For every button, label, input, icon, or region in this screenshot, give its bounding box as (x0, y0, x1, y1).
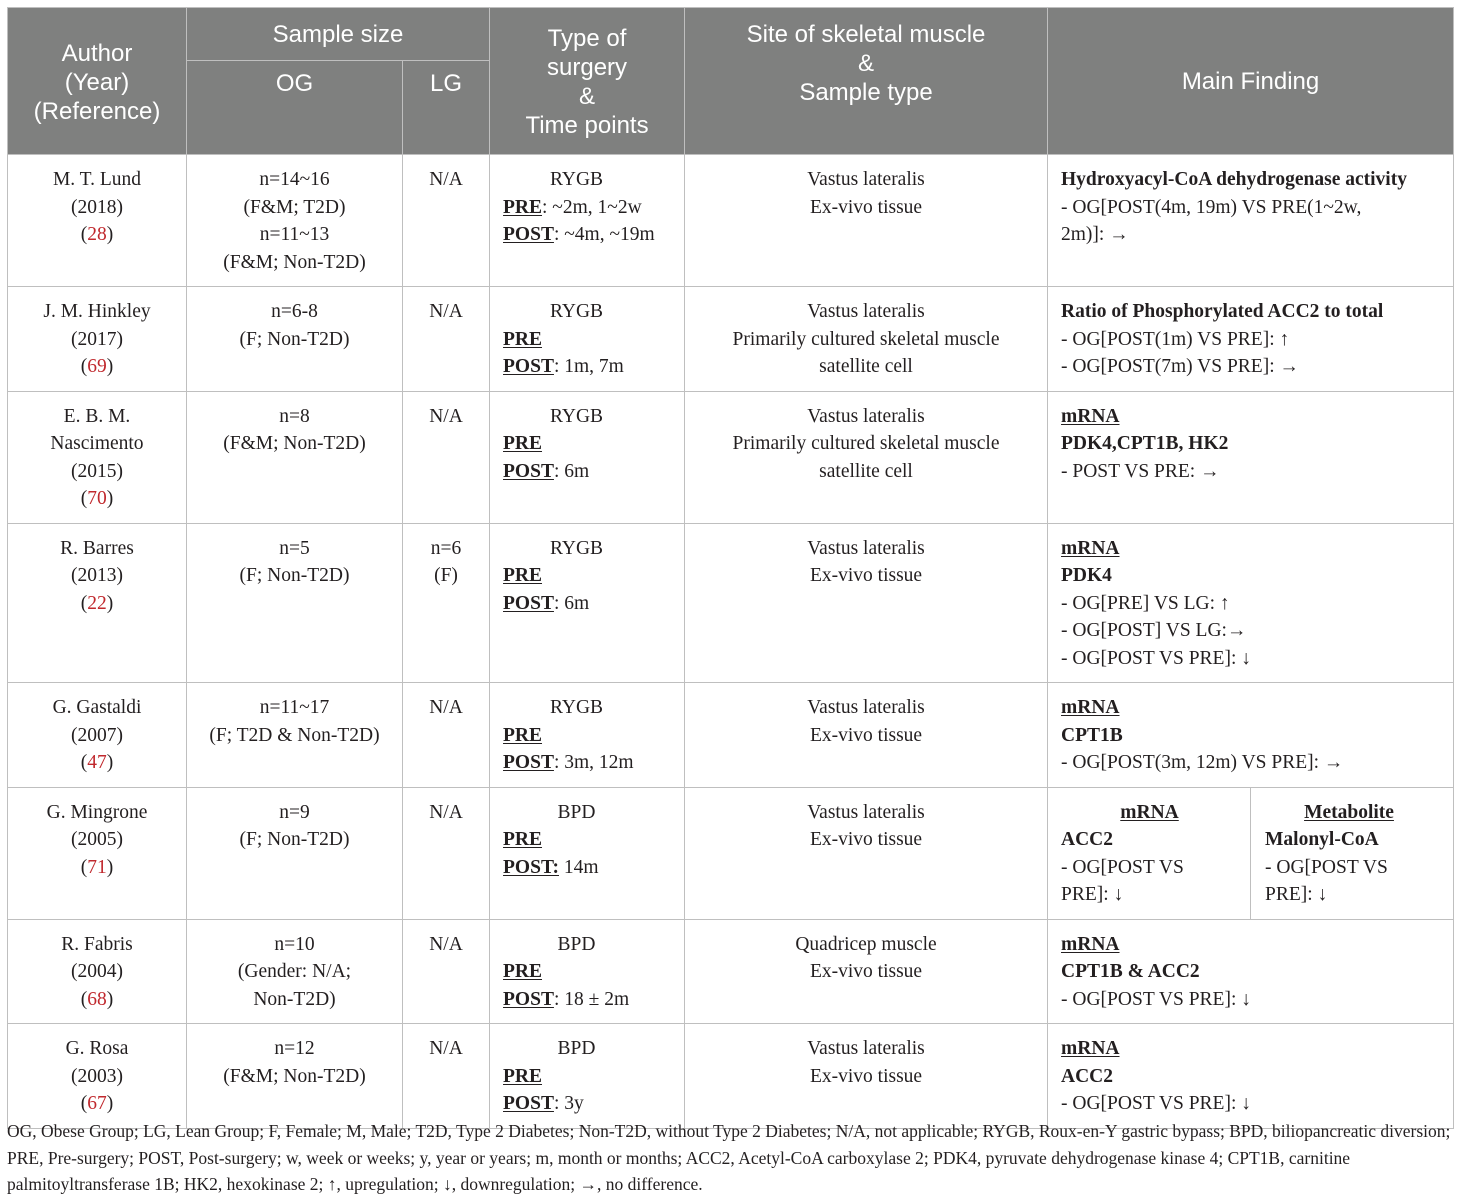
lg-sample-line: N/A (429, 933, 463, 955)
og-sample-line: Non-T2D) (253, 988, 336, 1010)
surgery-cell (490, 287, 685, 392)
site-line: Vastus lateralis (807, 1038, 925, 1059)
reference: (47) (80, 752, 114, 773)
site-line: Ex-vivo tissue (809, 565, 923, 586)
pre-label: PRE (503, 724, 543, 746)
surgery-type: RYGB (549, 301, 604, 322)
site-line: satellite cell (819, 356, 913, 377)
finding-kind: mRNA (1120, 801, 1179, 823)
author-year: (2015) (71, 460, 123, 482)
post-timepoint (503, 458, 676, 486)
post-timepoint (503, 749, 676, 777)
og-sample-line: n=14~16 (259, 169, 330, 190)
finding-kind: Metabolite (1304, 801, 1394, 823)
og-sample-line: n=5 (279, 537, 310, 559)
post-timepoint (503, 854, 676, 882)
site-cell (685, 787, 1048, 919)
post-timepoint (503, 353, 676, 381)
table-row (8, 391, 1454, 523)
header-author: Author (Year) (Reference) (8, 8, 187, 155)
reference: (70) (80, 488, 114, 509)
site-cell (685, 683, 1048, 788)
author-name-cont: Nascimento (50, 433, 144, 454)
table-row (8, 919, 1454, 1024)
finding-line: PRE]: ↓ (1061, 884, 1124, 905)
finding-cell (1048, 391, 1454, 523)
reference: (28) (80, 224, 114, 245)
lg-sample-cell (403, 391, 490, 523)
lg-sample-cell (403, 523, 490, 683)
lg-sample-line: (F) (434, 565, 458, 586)
author-cell (8, 155, 187, 287)
lg-sample-cell (403, 287, 490, 392)
header-lg: LG (403, 61, 490, 155)
post-timepoint (503, 221, 676, 249)
og-sample-line: (F&M; Non-T2D) (223, 1065, 366, 1087)
og-sample-line: (F; Non-T2D) (239, 328, 350, 350)
surgery-cell (490, 683, 685, 788)
finding-kind: mRNA (1061, 1038, 1120, 1059)
site-line: Quadricep muscle (795, 933, 937, 955)
post-value: : 1m, 7m (553, 356, 624, 377)
finding-line: - OG[POST] VS LG:→ (1061, 620, 1247, 641)
og-sample-cell (187, 1024, 403, 1129)
lg-sample-cell (403, 787, 490, 919)
og-sample-line: n=9 (279, 801, 310, 823)
finding-line: - OG[POST VS PRE]: ↓ (1061, 988, 1251, 1010)
post-label: POST: (503, 856, 559, 878)
author-year: (2018) (71, 196, 123, 218)
surgery-type: RYGB (549, 169, 604, 190)
table-body (8, 155, 1454, 1129)
author-name: G. Gastaldi (52, 697, 142, 718)
og-sample-cell (187, 787, 403, 919)
lg-sample-line: N/A (429, 801, 463, 823)
lg-sample-cell (403, 1024, 490, 1129)
post-timepoint (503, 590, 676, 618)
post-label: POST (503, 592, 554, 614)
reference-link[interactable]: 70 (87, 488, 107, 509)
og-sample-cell (187, 523, 403, 683)
lg-sample-line: n=6 (430, 537, 462, 559)
post-value: 14m (559, 856, 599, 878)
table-row (8, 523, 1454, 683)
surgery-cell (490, 523, 685, 683)
post-timepoint (503, 986, 676, 1014)
studies-table (7, 7, 1454, 1129)
og-sample-cell (187, 155, 403, 287)
finding-line: - OG[PRE] VS LG: ↑ (1061, 592, 1230, 614)
author-name: E. B. M. (63, 405, 131, 427)
og-sample-cell (187, 391, 403, 523)
post-label: POST (503, 356, 554, 377)
finding-title: PDK4 (1061, 565, 1112, 586)
site-cell (685, 1024, 1048, 1129)
pre-label: PRE (503, 829, 543, 850)
post-label: POST (503, 988, 554, 1010)
post-timepoint (503, 1090, 676, 1118)
pre-timepoint (503, 326, 676, 354)
reference: (69) (80, 356, 114, 377)
og-sample-cell (187, 683, 403, 788)
pre-label: PRE (503, 328, 543, 350)
surgery-cell (490, 155, 685, 287)
pre-timepoint (503, 430, 676, 458)
author-name: R. Fabris (61, 933, 133, 955)
finding-title: Malonyl-CoA (1265, 829, 1379, 850)
finding-cell (1048, 683, 1454, 788)
author-cell (8, 391, 187, 523)
finding-title: Ratio of Phosphorylated ACC2 to total (1061, 301, 1384, 322)
finding-title: CPT1B (1061, 724, 1123, 746)
site-cell (685, 523, 1048, 683)
lg-sample-cell (403, 155, 490, 287)
author-year: (2004) (71, 961, 123, 982)
pre-label: PRE (503, 961, 543, 982)
site-line: Ex-vivo tissue (809, 196, 923, 218)
pre-label: PRE (503, 1065, 543, 1087)
site-cell (685, 287, 1048, 392)
pre-timepoint (503, 826, 676, 854)
site-line: Vastus lateralis (807, 169, 925, 190)
site-cell (685, 391, 1048, 523)
table-row (8, 787, 1454, 919)
finding-line: - POST VS PRE: → (1061, 460, 1220, 482)
finding-kind: mRNA (1061, 933, 1120, 955)
reference: (22) (80, 592, 114, 614)
site-cell (685, 155, 1048, 287)
reference: (67) (80, 1093, 114, 1114)
og-sample-cell (187, 287, 403, 392)
post-label: POST (503, 1093, 554, 1114)
author-year: (2017) (71, 328, 123, 350)
finding-title: ACC2 (1061, 829, 1114, 850)
finding-title: ACC2 (1061, 1065, 1114, 1087)
surgery-type: RYGB (549, 537, 604, 559)
og-sample-line: (F; Non-T2D) (239, 565, 350, 586)
author-cell (8, 919, 187, 1024)
post-label: POST (503, 224, 554, 245)
author-cell (8, 1024, 187, 1129)
reference: (71) (80, 856, 114, 878)
finding-line: 2m)]: → (1061, 224, 1129, 245)
author-cell (8, 683, 187, 788)
reference-link[interactable]: 68 (87, 988, 107, 1010)
surgery-type: BPD (557, 933, 596, 955)
pre-timepoint (503, 722, 676, 750)
site-cell (685, 919, 1048, 1024)
pre-label: PRE (503, 565, 543, 586)
og-sample-line: n=11~13 (259, 224, 330, 245)
author-year: (2005) (71, 829, 123, 850)
og-sample-line: (F; T2D & Non-T2D) (209, 724, 380, 746)
finding-line: - OG[POST VS PRE]: ↓ (1061, 1093, 1251, 1114)
pre-timepoint (503, 958, 676, 986)
og-sample-line: (F&M; Non-T2D) (223, 251, 366, 273)
og-sample-line: n=10 (274, 933, 315, 955)
finding-kind: mRNA (1061, 405, 1120, 427)
og-sample-cell (187, 919, 403, 1024)
table-row (8, 287, 1454, 392)
reference-link[interactable]: 71 (87, 856, 107, 878)
post-value: : 6m (553, 592, 590, 614)
header-site: Site of skeletal muscle & Sample type (685, 8, 1048, 155)
author-name: G. Rosa (65, 1038, 129, 1059)
lg-sample-line: N/A (429, 1038, 463, 1059)
author-name: R. Barres (60, 537, 134, 559)
site-line: Primarily cultured skeletal muscle (732, 328, 1000, 350)
finding-line: - OG[POST(1m) VS PRE]: ↑ (1061, 328, 1290, 350)
author-year: (2013) (71, 565, 123, 586)
lg-sample-line: N/A (429, 169, 463, 190)
table-footnote: OG, Obese Group; LG, Lean Group; F, Female; M, Male; T2D, Type 2 Diabetes; Non-T2D, without Type 2 Diabetes; N/A, not applicable; RYGB, Roux-en-Y gastric bypass; BPD, biliopancreatic diversion; PRE, Pre-surgery; POST, Post-surgery; w, week or weeks; y, year or years; m, month or months; ACC2, Acetyl-CoA carboxylase 2; PDK4, pyruvate dehydrogenase kinase 4; CPT1B, carnitine palmitoyltransferase 1B; HK2, hexokinase 2; ↑, upregulation; ↓, downregulation; →, no difference. (7, 1121, 1451, 1194)
lg-sample-cell (403, 919, 490, 1024)
finding-cell (1048, 1024, 1454, 1129)
lg-sample-cell (403, 683, 490, 788)
site-line: Vastus lateralis (807, 697, 925, 718)
lg-sample-line: N/A (429, 697, 463, 718)
header-surgery: Type of surgery & Time points (490, 8, 685, 155)
reference-link[interactable]: 47 (87, 752, 107, 773)
finding-mrna-cell (1048, 787, 1251, 919)
post-value: : 3y (553, 1093, 584, 1114)
site-line: Ex-vivo tissue (809, 829, 923, 850)
finding-cell (1048, 287, 1454, 392)
finding-cell (1048, 155, 1454, 287)
surgery-type: BPD (557, 1038, 596, 1059)
og-sample-line: (F&M; T2D) (243, 196, 346, 218)
site-line: Vastus lateralis (807, 537, 925, 559)
reference-link[interactable]: 67 (87, 1093, 107, 1114)
finding-kind: mRNA (1061, 697, 1120, 718)
post-value: : 6m (553, 460, 590, 482)
table-row (8, 1024, 1454, 1129)
pre-timepoint (503, 194, 676, 222)
site-line: Primarily cultured skeletal muscle (732, 433, 1000, 454)
table-row (8, 155, 1454, 287)
pre-label: PRE (503, 196, 543, 218)
og-sample-line: (Gender: N/A; (237, 961, 352, 982)
og-sample-line: n=11~17 (259, 697, 330, 718)
og-sample-line: (F; Non-T2D) (239, 829, 350, 850)
finding-line: - OG[POST VS (1265, 856, 1388, 878)
reference: (68) (80, 988, 114, 1010)
surgery-cell (490, 919, 685, 1024)
author-cell (8, 787, 187, 919)
post-label: POST (503, 752, 554, 773)
og-sample-line: n=6-8 (271, 301, 318, 322)
finding-title: Hydroxyacyl-CoA dehydrogenase activity (1061, 169, 1407, 190)
reference-link[interactable]: 28 (87, 224, 107, 245)
reference-link[interactable]: 69 (87, 356, 107, 377)
author-year: (2003) (71, 1065, 123, 1087)
header-sample-size: Sample size (187, 8, 490, 61)
author-cell (8, 523, 187, 683)
finding-line: - OG[POST(4m, 19m) VS PRE(1~2w, (1061, 196, 1362, 218)
post-value: : ~4m, ~19m (553, 224, 655, 245)
pre-value: : ~2m, 1~2w (542, 196, 642, 218)
finding-line: - OG[POST VS PRE]: ↓ (1061, 647, 1251, 669)
finding-metabolite-cell (1251, 787, 1454, 919)
site-line: Vastus lateralis (807, 301, 925, 322)
finding-kind: mRNA (1061, 537, 1120, 559)
surgery-cell (490, 1024, 685, 1129)
reference-link[interactable]: 22 (87, 592, 107, 614)
finding-line: - OG[POST(3m, 12m) VS PRE]: → (1061, 752, 1344, 773)
finding-title: PDK4,CPT1B, HK2 (1061, 433, 1229, 454)
og-sample-line: (F&M; Non-T2D) (223, 433, 366, 454)
og-sample-line: n=12 (274, 1038, 315, 1059)
finding-cell (1048, 523, 1454, 683)
finding-line: - OG[POST(7m) VS PRE]: → (1061, 356, 1300, 377)
table-header (8, 8, 1454, 155)
site-line: Vastus lateralis (807, 405, 925, 427)
finding-line: - OG[POST VS (1061, 856, 1184, 878)
surgery-type: RYGB (549, 697, 604, 718)
finding-title: CPT1B & ACC2 (1061, 961, 1200, 982)
og-sample-line: n=8 (279, 405, 310, 427)
author-name: M. T. Lund (52, 169, 142, 190)
lg-sample-line: N/A (429, 301, 463, 322)
surgery-cell (490, 787, 685, 919)
site-line: Ex-vivo tissue (809, 961, 923, 982)
post-value: : 18 ± 2m (553, 988, 630, 1010)
header-main-finding: Main Finding (1048, 8, 1454, 155)
lg-sample-line: N/A (429, 405, 463, 427)
site-line: Ex-vivo tissue (809, 724, 923, 746)
site-line: Vastus lateralis (807, 801, 925, 823)
author-cell (8, 287, 187, 392)
pre-timepoint (503, 1063, 676, 1091)
site-line: Ex-vivo tissue (809, 1065, 923, 1087)
post-value: : 3m, 12m (553, 752, 634, 773)
finding-line: PRE]: ↓ (1265, 884, 1328, 905)
table-row (8, 683, 1454, 788)
pre-label: PRE (503, 433, 543, 454)
finding-cell (1048, 919, 1454, 1024)
pre-timepoint (503, 562, 676, 590)
author-name: J. M. Hinkley (43, 301, 151, 322)
post-label: POST (503, 460, 554, 482)
surgery-cell (490, 391, 685, 523)
header-og: OG (187, 61, 403, 155)
surgery-type: RYGB (549, 405, 604, 427)
surgery-type: BPD (557, 801, 596, 823)
author-name: G. Mingrone (46, 801, 148, 823)
author-year: (2007) (71, 724, 123, 746)
site-line: satellite cell (819, 460, 913, 482)
